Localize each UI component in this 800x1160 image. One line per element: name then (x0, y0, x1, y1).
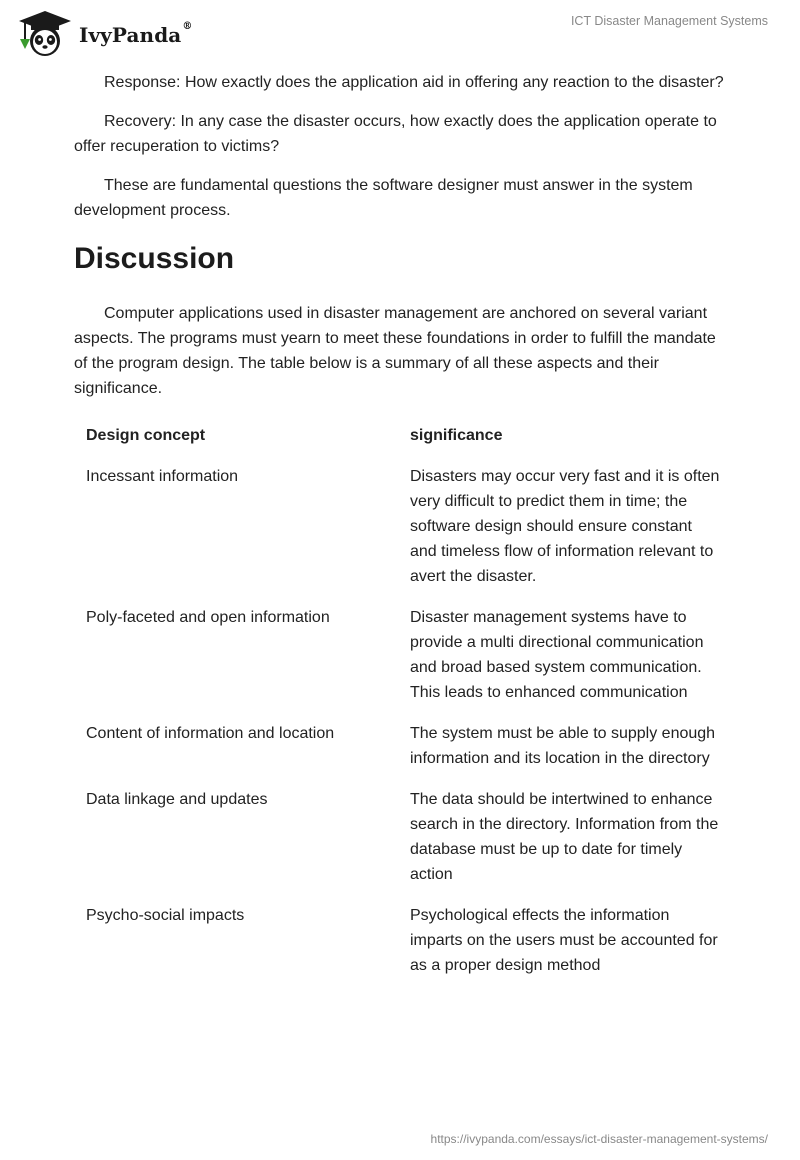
column-header-significance: significance (410, 427, 503, 444)
design-concept-cell: Incessant information (86, 468, 239, 485)
column-header-design-concept: Design concept (86, 427, 206, 444)
design-concept-table (74, 415, 734, 987)
table-header-row (74, 415, 734, 457)
essay-content (74, 70, 729, 987)
table-row (74, 714, 734, 780)
ivypanda-logo[interactable] (17, 9, 192, 57)
significance-cell: Disaster management systems have to provide a multi directional communication and broad based system communication. This leads to enhanced communication (410, 609, 704, 701)
paragraph-fundamental-questions: These are fundamental questions the software designer must answer in the system development process. (74, 177, 693, 219)
document-title: ICT Disaster Management Systems (570, 14, 768, 28)
design-concept-cell: Psycho-social impacts (86, 907, 245, 924)
design-concept-cell: Poly-faceted and open information (86, 609, 330, 626)
significance-cell: Psychological effects the information imparts on the users must be accounted for as a proper design method (410, 907, 718, 974)
paragraph-response: Response: How exactly does the application aid in offering any reaction to the disaster? (104, 74, 724, 91)
table-row (74, 780, 734, 896)
page-header (0, 0, 800, 64)
significance-cell: The data should be intertwined to enhance search in the directory. Information from the database must be up to date for timely action (410, 791, 719, 883)
source-url[interactable]: https://ivypanda.com/essays/ict-disaster-management-systems/ (430, 1132, 768, 1146)
table-row (74, 598, 734, 714)
brand-name: IvyPanda® (79, 21, 193, 47)
design-concept-cell: Data linkage and updates (86, 791, 268, 808)
section-heading-discussion: Discussion (74, 242, 235, 275)
significance-cell: Disasters may occur very fast and it is often very difficult to predict them in time; the software design should ensure constant and timeless flow of information relevant to avert the disaster. (410, 468, 720, 585)
panda-graduate-icon (17, 9, 73, 57)
table-row (74, 457, 734, 598)
paragraph-recovery: Recovery: In any case the disaster occurs, how exactly does the application operate to offer recuperation to victims? (74, 113, 717, 155)
design-concept-cell: Content of information and location (86, 725, 335, 742)
significance-cell: The system must be able to supply enough information and its location in the directory (410, 725, 716, 767)
paragraph-discussion-intro: Computer applications used in disaster management are anchored on several variant aspects. The programs must yearn to meet these foundations in order to fulfill the mandate of the program design. The table below is a summary of all these aspects and their significance. (74, 305, 716, 397)
table-row (74, 896, 734, 987)
